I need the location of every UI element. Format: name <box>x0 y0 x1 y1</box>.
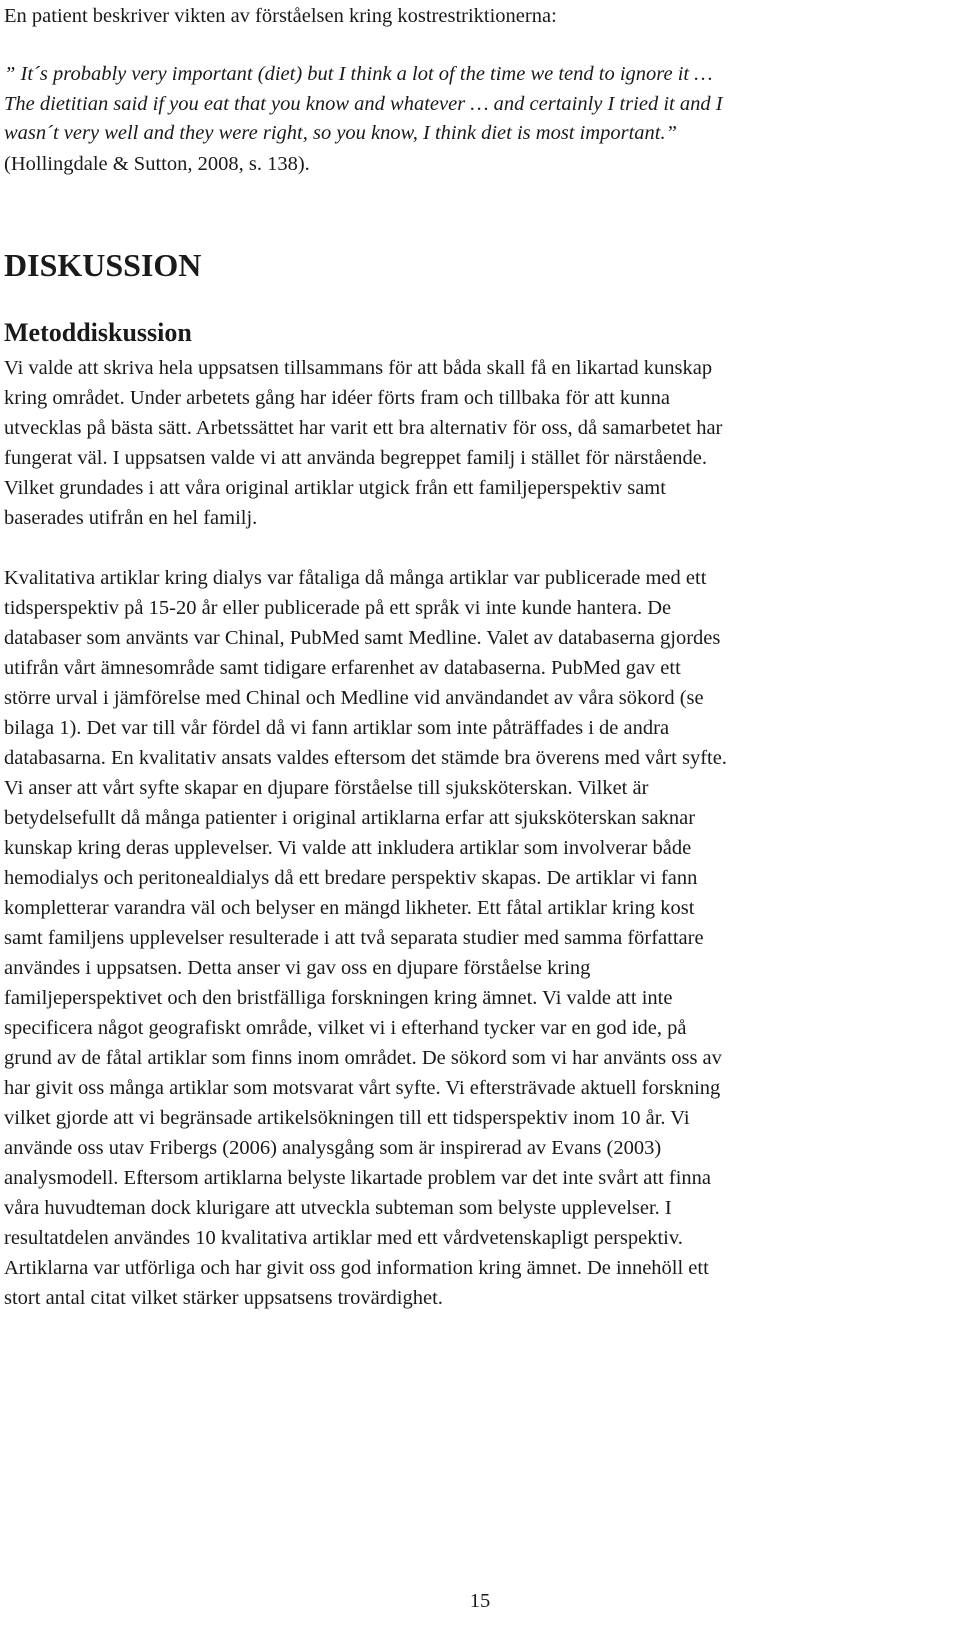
paragraph-line: databaser som använts var Chinal, PubMed samt Medline. Valet av databaserna gjordes <box>4 627 721 649</box>
paragraph-line: specificera något geografiskt område, vilket vi i efterhand tycker var en god ide, på <box>4 1017 687 1039</box>
paragraph-line: Vilket grundades i att våra original artiklar utgick från ett familjeperspektiv samt <box>4 477 666 499</box>
paragraph-line: våra huvudteman dock klurigare att utveckla subteman som belyste upplevelser. I <box>4 1197 672 1219</box>
paragraph-line: betydelsefullt då många patienter i original artiklarna erfar att sjuksköterskan saknar <box>4 807 696 829</box>
paragraph-line: Kvalitativa artiklar kring dialys var fåtaliga då många artiklar var publicerade med ett <box>4 567 707 589</box>
paragraph-line: analysmodell. Eftersom artiklarna belyste likartade problem var det inte svårt att finna <box>4 1167 711 1189</box>
paragraph-line: bilaga 1). Det var till vår fördel då vi fann artiklar som inte påträffades i de andra <box>4 717 670 739</box>
paragraph-line: Vi anser att vårt syfte skapar en djupare förståelse till sjuksköterskan. Vilket är <box>4 777 649 799</box>
paragraph-line: utvecklas på bästa sätt. Arbetssättet har varit ett bra alternativ för oss, då samarbetet har <box>4 417 723 439</box>
page-number: 15 <box>469 1590 491 1612</box>
paragraph-line: Vi valde att skriva hela uppsatsen tillsammans för att båda skall få en likartad kunskap <box>4 357 713 379</box>
quote-line: ” It´s probably very important (diet) but I think a lot of the time we tend to ignore it … <box>4 63 713 85</box>
paragraph-line: samt familjens upplevelser resulterade i att två separata studier med samma författare <box>4 927 704 949</box>
paragraph-line: familjeperspektivet och den bristfälliga forskningen kring ämnet. Vi valde att inte <box>4 987 673 1009</box>
paragraph-line: resultatdelen användes 10 kvalitativa artiklar med ett vårdvetenskapligt perspektiv. <box>4 1227 683 1249</box>
paragraph-line: stort antal citat vilket stärker uppsatsens trovärdighet. <box>4 1287 443 1309</box>
paragraph-line: baserades utifrån en hel familj. <box>4 507 258 529</box>
paragraph-line: utifrån vårt ämnesområde samt tidigare erfarenhet av databaserna. PubMed gav ett <box>4 657 681 679</box>
paragraph-line: databasarna. En kvalitativ ansats valdes eftersom det stämde bra överens med vårt syfte. <box>4 747 727 769</box>
paragraph-line: tidsperspektiv på 15-20 år eller publicerade på ett språk vi inte kunde hantera. De <box>4 597 672 619</box>
paragraph-line: använde oss utav Fribergs (2006) analysgång som är inspirerad av Evans (2003) <box>4 1137 662 1159</box>
quote-line: wasn´t very well and they were right, so you know, I think diet is most important.” <box>4 122 678 144</box>
paragraph-line: grund av de fåtal artiklar som finns inom området. De sökord som vi har använts oss av <box>4 1047 722 1069</box>
quote-line: The dietitian said if you eat that you know and whatever … and certainly I tried it and I <box>4 93 723 115</box>
paragraph-line: användes i uppsatsen. Detta anser vi gav oss en djupare förståelse kring <box>4 957 591 979</box>
paragraph-line: större urval i jämförelse med Chinal och Medline vid användandet av våra sökord (se <box>4 687 704 709</box>
paragraph-line: kunskap kring deras upplevelser. Vi valde att inkludera artiklar som involverar både <box>4 837 692 859</box>
paragraph-line: har givit oss många artiklar som motsvarat vårt syfte. Vi eftersträvade aktuell forskning <box>4 1077 721 1099</box>
paragraph-line: vilket gjorde att vi begränsade artikelsökningen till ett tidsperspektiv inom 10 år. Vi <box>4 1107 690 1129</box>
paragraph-line: fungerat väl. I uppsatsen valde vi att använda begreppet familj i stället för närstående. <box>4 447 707 469</box>
paragraph-line: hemodialys och peritonealdialys då ett bredare perspektiv skapas. De artiklar vi fann <box>4 867 698 889</box>
intro-text: En patient beskriver vikten av förståelsen kring kostrestriktionerna: <box>4 5 557 27</box>
paragraph-line: Artiklarna var utförliga och har givit oss god information kring ämnet. De innehöll ett <box>4 1257 709 1279</box>
citation: (Hollingdale & Sutton, 2008, s. 138). <box>4 153 310 175</box>
subsection-heading: Metoddiskussion <box>4 318 192 347</box>
paragraph-line: kring området. Under arbetets gång har idéer förts fram och tillbaka för att kunna <box>4 387 670 409</box>
paragraph-line: kompletterar varandra väl och belyser en mängd likheter. Ett fåtal artiklar kring kost <box>4 897 695 919</box>
section-heading: DISKUSSION <box>4 247 202 283</box>
